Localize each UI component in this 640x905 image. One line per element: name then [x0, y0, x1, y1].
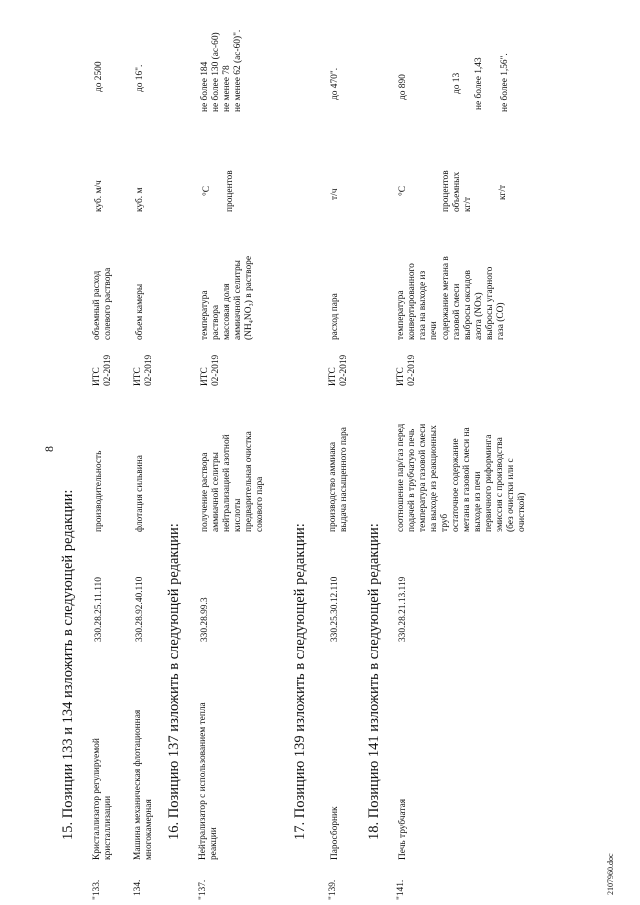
row-number: "137.	[198, 879, 208, 900]
equipment-name: Машина механическая флотационная многокамерная	[133, 709, 154, 860]
unit-percent-volume: процентов объемных кг/т	[441, 170, 473, 212]
unit: т/ч	[330, 188, 340, 200]
parameter-emissions: содержание метана в газовой смеси выбросы оксидов азота (NOx) выбросы угарного газа (СО)	[441, 256, 506, 340]
unit-temperature: °С	[202, 185, 212, 196]
document-id: 2107960.doc	[606, 853, 615, 895]
parameter-temperature: температура конвертированного газа на выходе из печи	[396, 263, 439, 340]
section-18-heading: 18. Позицию 141 изложить в следующей редакции:	[366, 523, 382, 840]
itc-reference: ИТС 02-2019	[396, 354, 417, 386]
value: до 2500	[94, 61, 104, 92]
unit: куб. м	[135, 187, 145, 212]
function: соотношение пар/газ перед подачей в трубчатую печь температура газовой смеси на выходе из реакционных труб остаточное содержание метана в газовой смеси на выходе из печи первичного риформинга эмиссия с производства (без очистки или с очисткой)	[396, 423, 527, 532]
value: до 16".	[135, 64, 145, 92]
unit-temperature: °С	[398, 185, 408, 196]
row-number: "139.	[328, 879, 338, 900]
equipment-name: Паросборник	[330, 806, 340, 860]
value-temperature: до 890	[398, 74, 408, 100]
function: получение раствора аммиачной селитры нейтрализацией азотной кислоты предварительная очистка сокового пара	[200, 431, 265, 532]
row-number: "141.	[396, 879, 406, 900]
unit-percent: процентов	[225, 170, 235, 212]
unit: куб. м/ч	[94, 180, 104, 212]
okpd-code: 330.25.30.12.110	[330, 576, 340, 642]
unit-emission: кг/т	[498, 184, 508, 200]
value-methane: до 13	[452, 72, 462, 94]
okpd-code: 330.28.92.40.110	[135, 576, 145, 642]
okpd-code: 330.28.99.3	[200, 597, 210, 642]
parameter: расход пара	[330, 293, 340, 340]
parameter: объем камеры	[135, 283, 145, 340]
function: производство аммиака выдача насыщенного пара	[328, 427, 349, 532]
equipment-name: Нейтрализатор с использованием тепла реакции	[198, 702, 219, 860]
function: флотация сильвина	[135, 455, 145, 532]
parameter: объемный расход солевого раствора	[92, 267, 113, 340]
okpd-code: 330.28.21.13.119	[398, 576, 408, 642]
row-number: "133.	[92, 879, 102, 900]
section-16-heading: 16. Позицию 137 изложить в следующей редакции:	[166, 523, 182, 840]
okpd-code: 330.28.25.11.110	[94, 577, 104, 642]
itc-reference: ИТС 02-2019	[328, 354, 349, 386]
equipment-name: Печь трубчатая	[398, 798, 408, 860]
value-co: не более 1,56".	[500, 53, 510, 112]
value-nox: не более 1,43	[474, 57, 484, 110]
value: не более 184 не более 130 (ас-60) не менее 78 не менее 62 (ас-60)".	[200, 29, 243, 112]
value: до 470".	[330, 67, 340, 100]
parameter: температура раствора массовая доля аммиачной селитры (NH₄NO₃) в растворе	[200, 256, 254, 340]
itc-reference: ИТС 02-2019	[92, 354, 113, 386]
function: производительность	[94, 450, 104, 532]
itc-reference: ИТС 02-2019	[133, 354, 154, 386]
itc-reference: ИТС 02-2019	[200, 354, 221, 386]
page-number: 8	[42, 446, 56, 452]
row-number: 134.	[133, 879, 143, 896]
section-15-heading: 15. Позиции 133 и 134 изложить в следующей редакции:	[60, 489, 76, 840]
equipment-name: Кристаллизатор регулируемой кристаллизации	[92, 738, 113, 860]
section-17-heading: 17. Позицию 139 изложить в следующей редакции:	[292, 523, 308, 840]
